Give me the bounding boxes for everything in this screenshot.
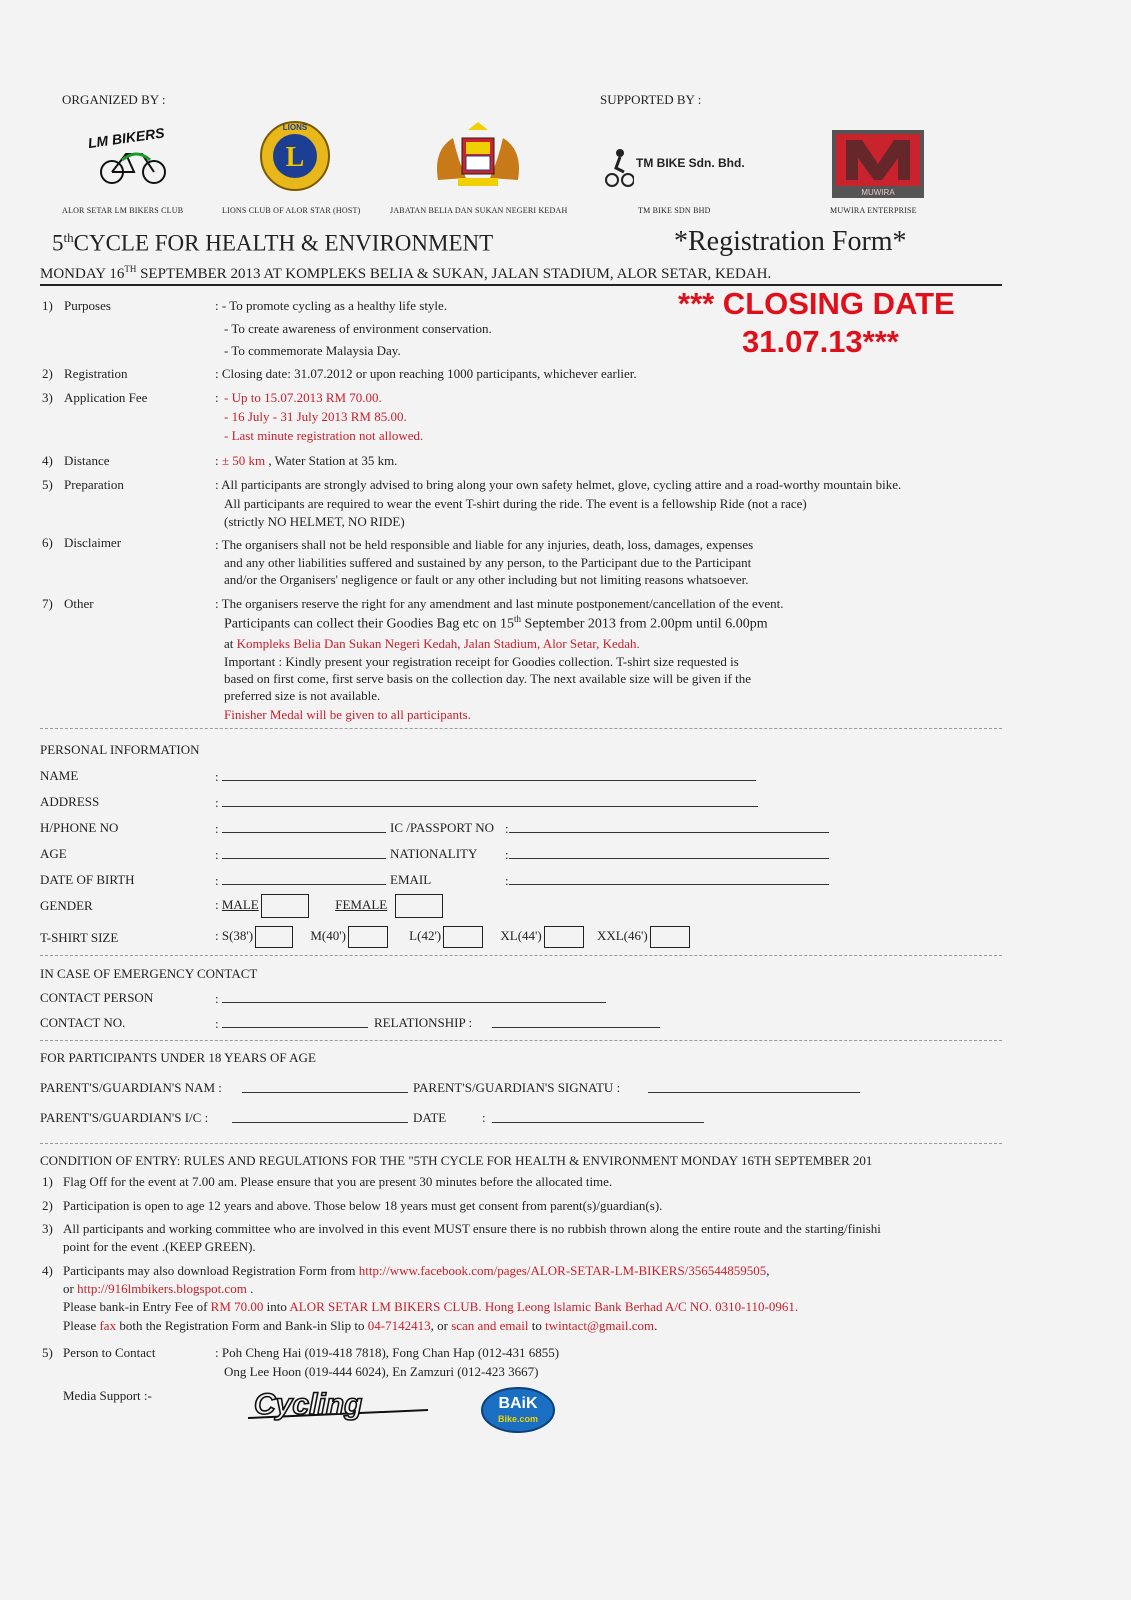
- tshirt-options: : S(38') M(40') L(42') XL(44') XXL(46'): [215, 926, 690, 948]
- nationality-field[interactable]: :: [505, 846, 829, 863]
- guardian-ic-field[interactable]: [232, 1110, 408, 1128]
- svg-text:MUWIRA: MUWIRA: [861, 188, 895, 197]
- purposes-num: 1): [42, 298, 53, 313]
- nationality-label: NATIONALITY: [390, 846, 478, 861]
- section-divider: [40, 728, 1002, 729]
- condition-3: All participants and working committee who are involved in this event MUST ensure there is no rubbish thrown along the entire route and the starting/finishi: [63, 1221, 881, 1236]
- guardian-name-label: PARENT'S/GUARDIAN'S NAM :: [40, 1080, 222, 1095]
- fax-instruction: Please fax both the Registration Form and Bank-in Slip to 04-7142413, or scan and email to twintact@gmail.com.: [63, 1318, 658, 1333]
- contact-person-label: CONTACT PERSON: [40, 990, 154, 1005]
- other-label: Other: [64, 596, 94, 611]
- other-line-6: preferred size is not available.: [224, 688, 381, 703]
- disclaimer-line-3: and/or the Organisers' negligence or fault or any other including but not limiting reasons whatsoever.: [224, 572, 749, 587]
- registration-text: : Closing date: 31.07.2012 or upon reaching 1000 participants, whichever earlier.: [215, 366, 637, 381]
- tm-bike-logo: TM BIKE Sdn. Bhd.: [636, 156, 745, 170]
- size-l-checkbox[interactable]: [443, 926, 483, 948]
- female-checkbox[interactable]: [395, 894, 443, 918]
- dob-label: DATE OF BIRTH: [40, 872, 135, 887]
- condition-4b: or http://916lmbikers.blogspot.com .: [63, 1281, 254, 1296]
- distance-num: 4): [42, 453, 53, 468]
- logo-caption-lm: ALOR SETAR LM BIKERS CLUB: [62, 206, 184, 215]
- muwira-logo: [832, 130, 924, 198]
- ic-passport-label: IC /PASSPORT NO: [390, 820, 494, 835]
- bank-in-instruction: Please bank-in Entry Fee of RM 70.00 into ALOR SETAR LM BIKERS CLUB. Hong Leong lslamic Bank Berhad A/C NO. 0310-110-0961.: [63, 1299, 799, 1314]
- guardian-name-field[interactable]: [242, 1080, 408, 1098]
- closing-date-value: 31.07.13***: [742, 324, 899, 359]
- other-num: 7): [42, 596, 53, 611]
- female-label: FEMALE: [335, 896, 388, 912]
- distance-text: : ± 50 km , Water Station at 35 km.: [215, 453, 398, 468]
- other-line-2: Participants can collect their Goodies Bag etc on 15th September 2013 from 2.00pm until 6.00pm: [224, 614, 768, 632]
- disclaimer-line-2: and any other liabilities suffered and sustained by any person, to the Participant due to the Participant: [224, 555, 752, 570]
- other-line-5: based on first come, first serve basis on the collection day. The next available size will be given if the: [224, 671, 752, 686]
- hphone-label: H/PHONE NO: [40, 820, 119, 835]
- svg-text:LM BIKERS: LM BIKERS: [86, 124, 166, 152]
- logo-caption-kedah: JABATAN BELIA DAN SUKAN NEGERI KEDAH: [390, 206, 568, 215]
- guardian-date-field[interactable]: [492, 1110, 704, 1128]
- relationship-field[interactable]: [492, 1015, 660, 1033]
- name-label: NAME: [40, 768, 79, 783]
- personal-info-heading: PERSONAL INFORMATION: [40, 742, 200, 757]
- svg-text:BAiK: BAiK: [498, 1395, 538, 1412]
- distance-label: Distance: [64, 453, 110, 468]
- blogspot-link[interactable]: http://916lmbikers.blogspot.com: [77, 1281, 247, 1296]
- condition-2: Participation is open to age 12 years and above. Those below 18 years must get consent from parent(s)/guardian(s).: [63, 1198, 663, 1213]
- cond-num-1: 1): [42, 1174, 53, 1189]
- gender-label: GENDER: [40, 898, 93, 913]
- logo-caption-muwira: MUWIRA ENTERPRISE: [830, 206, 917, 215]
- other-line-3: at Kompleks Belia Dan Sukan Negeri Kedah, Jalan Stadium, Alor Setar, Kedah.: [224, 636, 640, 651]
- relationship-label: RELATIONSHIP :: [374, 1015, 473, 1030]
- disclaimer-num: 6): [42, 535, 53, 550]
- contact-no-field[interactable]: :: [215, 1015, 368, 1032]
- supported-by-label: SUPPORTED BY :: [600, 92, 702, 107]
- conditions-heading: CONDITION OF ENTRY: RULES AND REGULATIONS FOR THE "5TH CYCLE FOR HEALTH & ENVIRONMENT MONDAY 16TH SEPTEMBER 201: [40, 1153, 873, 1168]
- fee-num: 3): [42, 390, 53, 405]
- male-label: MALE: [221, 896, 259, 912]
- disclaimer-line-1: : The organisers shall not be held responsible and liable for any injuries, death, loss, damages, expenses: [215, 537, 754, 552]
- distance-value: ± 50 km: [221, 453, 266, 468]
- logo-caption-tm: TM BIKE SDN BHD: [638, 206, 711, 215]
- email-link[interactable]: twintact@gmail.com: [545, 1318, 655, 1333]
- age-label: AGE: [40, 846, 67, 861]
- organized-by-label: ORGANIZED BY :: [62, 92, 166, 107]
- preparation-line-1: : All participants are strongly advised to bring along your own safety helmet, glove, cycling attire and a road-worthy mountain bike.: [215, 477, 902, 492]
- gender-options: : MALE FEMALE: [215, 894, 443, 918]
- person-to-contact-label: Person to Contact: [63, 1345, 156, 1360]
- contact-line-1: : Poh Cheng Hai (019-418 7818), Fong Chan Hap (012-431 6855): [215, 1345, 560, 1360]
- closing-date-banner: *** CLOSING DATE: [678, 286, 955, 321]
- ic-passport-field[interactable]: :: [505, 820, 829, 837]
- svg-text:L: L: [285, 142, 305, 173]
- size-s-checkbox[interactable]: [255, 926, 293, 948]
- name-field[interactable]: :: [215, 768, 756, 785]
- fee-line-3: - Last minute registration not allowed.: [224, 428, 424, 443]
- contact-line-2: Ong Lee Hoon (019-444 6024), En Zamzuri (012-423 3667): [224, 1364, 539, 1379]
- finisher-medal-note: Finisher Medal will be given to all participants.: [224, 707, 471, 722]
- fee-label: Application Fee: [64, 390, 148, 405]
- contact-num: 5): [42, 1345, 53, 1360]
- baik-bike-logo: [480, 1386, 556, 1434]
- preparation-line-2: All participants are required to wear the event T-shirt during the ride. The event is a fellowship Ride (not a race): [224, 496, 807, 511]
- registration-num: 2): [42, 366, 53, 381]
- purpose-line-1: : - To promote cycling as a healthy life style.: [215, 298, 448, 313]
- purposes-label: Purposes: [64, 298, 111, 313]
- preparation-num: 5): [42, 477, 53, 492]
- condition-4: Participants may also download Registration Form from http://www.facebook.com/pages/ALOR-SETAR-LM-BIKERS/356544859505,: [63, 1263, 770, 1278]
- kedah-crest-logo: [428, 120, 528, 195]
- male-checkbox[interactable]: [261, 894, 309, 918]
- section-divider: [40, 1040, 1002, 1041]
- svg-text:Bike.com: Bike.com: [497, 1414, 539, 1424]
- fee-colon: :: [215, 390, 219, 405]
- tshirt-label: T-SHIRT SIZE: [40, 930, 119, 945]
- cond-num-2: 2): [42, 1198, 53, 1213]
- dob-field[interactable]: :: [215, 872, 386, 889]
- under18-heading: FOR PARTICIPANTS UNDER 18 YEARS OF AGE: [40, 1050, 316, 1065]
- event-title: 5thCYCLE FOR HEALTH & ENVIRONMENT: [52, 230, 494, 256]
- contact-person-field[interactable]: :: [215, 990, 606, 1007]
- logo-caption-lions: LIONS CLUB OF ALOR STAR (HOST): [222, 206, 361, 215]
- preparation-label: Preparation: [64, 477, 124, 492]
- lm-bikers-logo: [82, 120, 182, 190]
- condition-1: Flag Off for the event at 7.00 am. Please ensure that you are present 30 minutes before the allocated time.: [63, 1174, 613, 1189]
- purpose-line-2: - To create awareness of environment conservation.: [224, 321, 492, 336]
- purpose-line-3: - To commemorate Malaysia Day.: [224, 343, 401, 358]
- cond-num-4: 4): [42, 1263, 53, 1278]
- preparation-line-3: (strictly NO HELMET, NO RIDE): [224, 514, 405, 529]
- media-support-label: Media Support :-: [63, 1388, 152, 1403]
- disclaimer-label: Disclaimer: [64, 535, 122, 550]
- fee-line-1: - Up to 15.07.2013 RM 70.00.: [224, 390, 382, 405]
- svg-text:LIONS: LIONS: [282, 123, 308, 132]
- section-divider: [40, 1143, 1002, 1144]
- event-date-venue: MONDAY 16TH SEPTEMBER 2013 AT KOMPLEKS BELIA & SUKAN, JALAN STADIUM, ALOR SETAR, KEDAH.: [40, 264, 772, 282]
- guardian-signature-label: PARENT'S/GUARDIAN'S SIGNATU :: [413, 1080, 621, 1095]
- section-divider: [40, 955, 1002, 956]
- svg-text:Cycling: Cycling: [254, 1388, 363, 1421]
- email-label: EMAIL: [390, 872, 432, 887]
- age-field[interactable]: :: [215, 846, 386, 863]
- hphone-field[interactable]: :: [215, 820, 386, 837]
- size-m-checkbox[interactable]: [348, 926, 388, 948]
- cycling-logo: [242, 1388, 434, 1424]
- email-field[interactable]: :: [505, 872, 829, 889]
- contact-no-label: CONTACT NO.: [40, 1015, 126, 1030]
- cond-num-3: 3): [42, 1221, 53, 1236]
- size-xxl-checkbox[interactable]: [650, 926, 690, 948]
- lions-club-logo: [250, 116, 340, 196]
- size-xl-checkbox[interactable]: [544, 926, 584, 948]
- other-line-1: : The organisers reserve the right for any amendment and last minute postponement/cancellation of the event.: [215, 596, 784, 611]
- guardian-date-label: DATE: [413, 1110, 447, 1125]
- address-field[interactable]: :: [215, 794, 758, 811]
- condition-3b: point for the event .(KEEP GREEN).: [63, 1239, 256, 1254]
- guardian-ic-label: PARENT'S/GUARDIAN'S I/C :: [40, 1110, 209, 1125]
- cyclist-icon: [604, 148, 634, 188]
- facebook-link[interactable]: http://www.facebook.com/pages/ALOR-SETAR-LM-BIKERS/356544859505: [358, 1263, 767, 1278]
- registration-label: Registration: [64, 366, 128, 381]
- guardian-date-colon: :: [482, 1110, 486, 1125]
- emergency-heading: IN CASE OF EMERGENCY CONTACT: [40, 966, 258, 981]
- address-label: ADDRESS: [40, 794, 100, 809]
- guardian-signature-field[interactable]: [648, 1080, 860, 1098]
- registration-form-title: *Registration Form*: [674, 226, 907, 257]
- other-line-4: Important : Kindly present your registration receipt for Goodies collection. T-shirt size requested is: [224, 654, 739, 669]
- fee-line-2: - 16 July - 31 July 2013 RM 85.00.: [224, 409, 407, 424]
